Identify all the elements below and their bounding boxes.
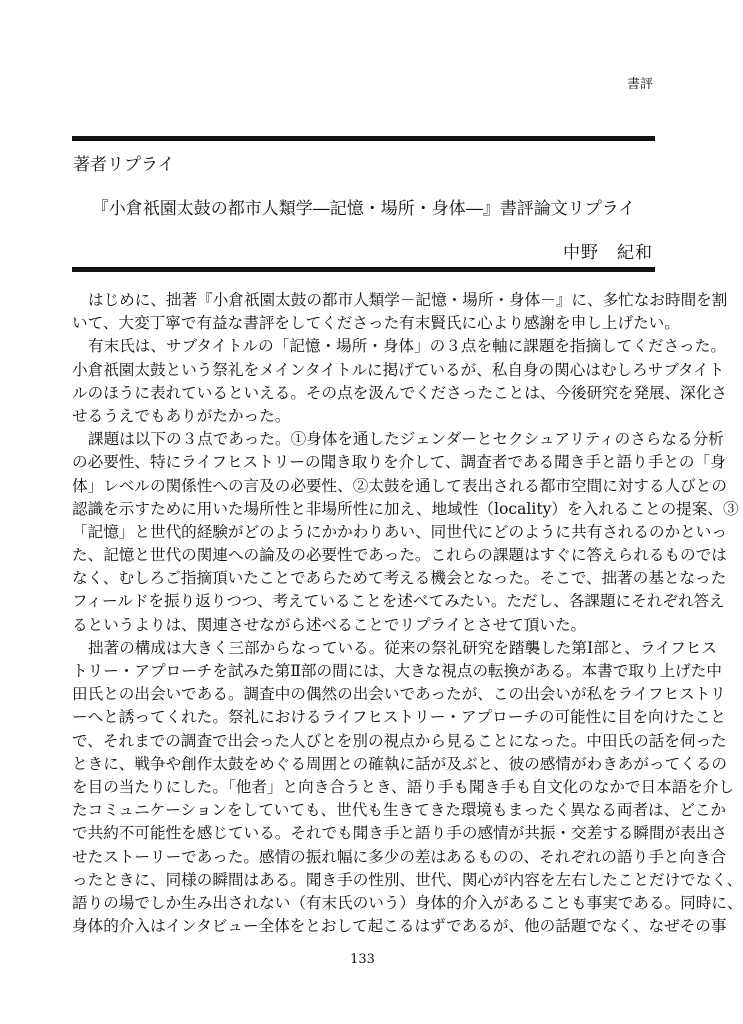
text-line: トリー・アプローチを試みた第Ⅱ部の間には、大きな視点の転換がある。本書で取り上げた中: [72, 662, 722, 680]
text-line: 田氏との出会いである。調査中の偶然の出会いであったが、この出会いが私をライフヒストリ: [72, 685, 726, 704]
text-line: るというよりは、関連させながら述べることでリプライとさせて頂いた。: [72, 615, 587, 634]
text-line: で、それまでの調査で出会った人びとを別の視点から見ることになった。中田氏の話を伺った: [72, 731, 727, 750]
text-line: フィールドを振り返りつつ、考えていることを述べてみたい。ただし、各課題にそれぞれ答え: [72, 592, 725, 611]
article-title: 『小倉祇園太鼓の都市人類学―記憶・場所・身体―』書評論文リプライ: [91, 199, 636, 219]
author-name: 中野 紀和: [563, 243, 653, 263]
top-rule: [72, 136, 655, 141]
page-number: 133: [350, 952, 375, 967]
text-line: で共約不可能性を感じている。それでも聞き手と語り手の感情が共振・交差する瞬間が表出さ: [72, 824, 727, 843]
text-line: 認識を示すために用いた場所性と非場所性に加え、地域性（locality）を入れることの提案、③: [72, 499, 739, 518]
text-line: ーへと誘ってくれた。祭礼におけるライフヒストリー・アプローチの可能性に目を向けたこと: [72, 708, 727, 727]
text-line: せたストーリーであった。感情の振れ幅に多少の差はあるものの、それぞれの語り手と向き合: [72, 847, 727, 866]
text-line: ときに、戦争や創作太鼓をめぐる周囲との確執に話が及ぶと、彼の感情がわきあがってくるの: [72, 754, 727, 773]
text-line: 「記憶」と世代的経験がどのようにかかわりあい、同世代にどのように共有されるのかといっ: [72, 522, 727, 541]
text-line: 小倉祇園太鼓という祭礼をメインタイトルに掲げているが、私自身の関心はむしろサブタイト: [72, 360, 725, 379]
text-line: はじめに、拙著『小倉祇園太鼓の都市人類学－記憶・場所・身体－』に、多忙なお時間を割: [88, 291, 728, 309]
section-label: 著者リプライ: [73, 155, 175, 175]
text-line: 有末氏は、サブタイトルの「記憶・場所・身体」の３点を軸に課題を指摘してくださった。: [88, 337, 726, 356]
body-text: [72, 289, 743, 938]
text-line: ったときに、同様の瞬間はある。聞き手の性別、世代、関心が内容を左右したことだけでなく、: [72, 870, 743, 889]
text-line: いて、大変丁寧で有益な書評をしてくださった有末賢氏に心より感謝を申し上げたい。: [72, 314, 680, 333]
text-line: ルのほうに表れているといえる。その点を汲んでくださったことは、今後研究を発展、深化さ: [72, 383, 727, 402]
text-line: 体」レベルの関係性への言及の必要性、②太鼓を通して表出される都市空間に対する人びとの: [72, 476, 727, 495]
running-head: 書評: [626, 77, 653, 92]
text-line: を目の当たりにした。「他者」と向き合うとき、語り手も聞き手も自文化のなかで日本語を介し: [72, 777, 735, 796]
text-line: の必要性、特にライフヒストリーの聞き取りを介して、調査者である聞き手と語り手との「身: [72, 453, 726, 472]
text-line: なく、むしろご指摘頂いたことであらためて考える機会となった。そこで、拙著の基となった: [72, 569, 727, 588]
text-line: 課題は以下の３点であった。①身体を通したジェンダーとセクシュアリティのさらなる分析: [88, 430, 724, 449]
text-line: た、記憶と世代の関連への論及の必要性であった。これらの課題はすぐに答えられるものでは: [72, 546, 727, 565]
text-line: 身体的介入はインタビュー全体をとおして起こるはずであるが、他の話題でなく、なぜその事: [72, 917, 727, 936]
text-line: たコミュニケーションをしていても、世代も生きてきた環境もまったく異なる両者は、どこか: [72, 801, 727, 820]
text-line: 語りの場でしか生み出されない（有末氏のいう）身体的介入があることも事実である。同時に、: [72, 893, 743, 912]
text-line: 拙著の構成は大きく三部からなっている。従来の祭礼研究を踏襲した第Ⅰ部と、ライフヒス: [88, 638, 717, 657]
bottom-rule: [72, 267, 655, 272]
text-line: せるうえでもありがたかった。: [72, 406, 291, 425]
